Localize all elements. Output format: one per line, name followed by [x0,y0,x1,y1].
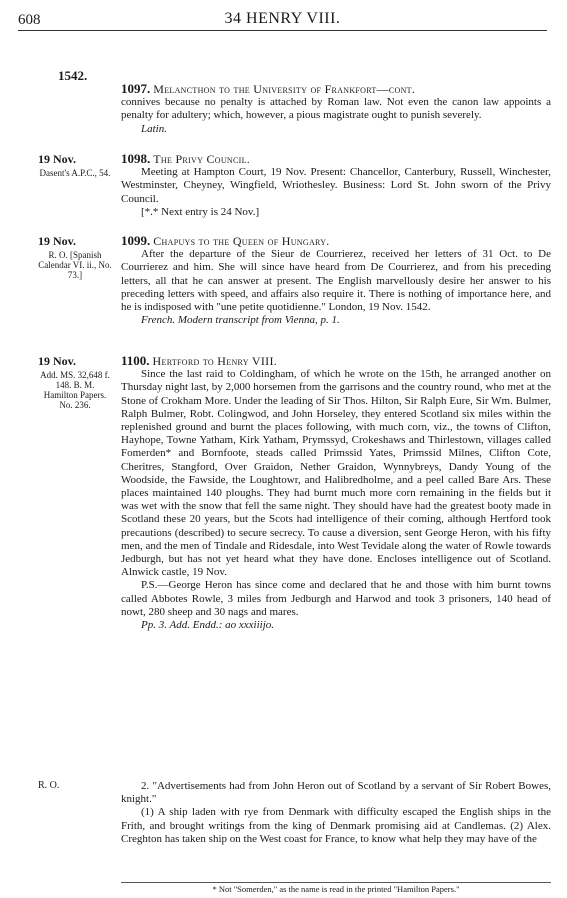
running-head [18,10,547,31]
entry-number: 1098. [121,151,151,166]
entry-heading: Melancthon to the University of Frankfort—cont. [153,82,416,96]
entry-paragraph: Since the last raid to Coldingham, of which he wrote on the 15th, he arranged another on Thursday night last, by 2,000 horsemen from the garrisons and the country round, who met at the Stone of Crokham More. Under the leading of Sir Thos. Hilton, Sir Ralph Eure, Sir Wm. Bulmer, Ralph Bulmer, Robt. Colingwod, and John Horseley, they entered Scotland six miles within the replenished ground and burnt the places following, with much corn, viz., the towns of Clifton, Hayhope, Towne Yatham, Kirk Yatham, Prymssyd, Crokeshaws and Thirlestown, villages called Fomerden* and Bornfoote, steads called Primssid Yates, Primssid Milnes, Clifton Cote, Cheritres, Stangford, Over Graidon, Nether Graidon, Wynnybreys, Dandy Young of the Woodside, the Fawside, the Loughtowr, and Halibredholme, and a peel called Bare Ars. These places maintained 140 ploughs. They had burnt much more corn remaining in the fields but it was wet with the snow that fell the same night. They should have had the greatest booty made in Scotland these 20 years, but the Scots had intelligence of their coming, although Hertford took precautions (described) to secure secrecy. To cause a diversion, sent George Heron, with his fifty men, and the men of Tindale and Ridesdale, into West Tevidale along the water of Rowle towards Jedburgh, but has not yet heard what they have done. Encloses intelligence out of Scotland. Alnwick castle, 19 Nov. [121,368,551,579]
entry-reference: R. O. [38,780,60,791]
entry-paragraph: After the departure of the Sieur de Courrierez, received her letters of 31 Oct. to De Courrierez and him. She will since have heard from De Courrierez, and from his preceding letters, all that he can answer at present. The English marvellously desire her answer to his preceding letters with speed, and affairs also require it. There is nothing of importance here, and he is indisposed with "une petite quotidienne." London, 19 Nov. 1542. [121,248,551,314]
entry-heading: Hertford to Henry VIII. [152,354,278,368]
entry-heading: The Privy Council. [153,152,251,166]
entry-number: 1100. [121,353,150,368]
entry-note: Pp. 3. Add. Endd.: ao xxxiiijo. [141,619,274,632]
entry-date: 19 Nov. [38,234,77,248]
entry-reference: Dasent's A.P.C., 54. [39,168,111,178]
entry-reference: Add. MS. 32,648 f. 148. B. M. Hamilton Papers. No. 236. [40,370,110,410]
entry-number: 1097. [121,81,151,96]
entry-note: French. Modern transcript from Vienna, p. 1. [141,314,340,327]
entry-paragraph: (1) A ship laden with rye from Denmark with difficulty escaped the English ships in the Frith, and brought writings from the king of Denmark promising aid at Candlemas. (2) Alex. Creghton has taken ship on the West coast for France, to know what help they may have of the [121,806,551,845]
entry-note: Latin. [141,122,167,135]
entry-date: 19 Nov. [38,354,77,368]
entry-paragraph: Meeting at Hampton Court, 19 Nov. Present: Chancellor, Canterbury, Russell, Winchester, Westminster, Cheyney, Wingfield, Wriothesley. Business: Lord St. John sworn of the Privy Council. [121,166,551,205]
entry-paragraph: 2. "Advertisements had from John Heron out of Scotland by a servant of Sir Robert Bowes, knight." [121,780,551,806]
page-number: 608 [18,12,41,28]
year-marker: 1542. [58,68,88,83]
entry-number: 1099. [121,233,151,248]
entry-reference: R. O. [Spanish Calendar VI. ii., No. 73.] [38,250,112,280]
entry-date: 19 Nov. [38,152,77,166]
entry-paragraph: connives because no penalty is attached by Roman law. Not even the canon law appoints a penalty for adultery; which, however, a pious magistrate ought to punish severely. [121,96,551,122]
entry-paragraph: [*.* Next entry is 24 Nov.] [141,205,260,218]
entry-paragraph: P.S.—George Heron has since come and declared that he and those with him burnt towns called Abbotes Rowle, 3 miles from Jedburgh and Harwod and took 3 prisoners, 140 head of nowt, 280 sheep and 30 nags and mares. [121,579,551,618]
entry-heading: Chapuys to the Queen of Hungary. [153,234,330,248]
running-title: 34 HENRY VIII. [224,10,341,27]
footnote: * Not "Somerden," as the name is read in the printed "Hamilton Papers." [121,882,551,894]
